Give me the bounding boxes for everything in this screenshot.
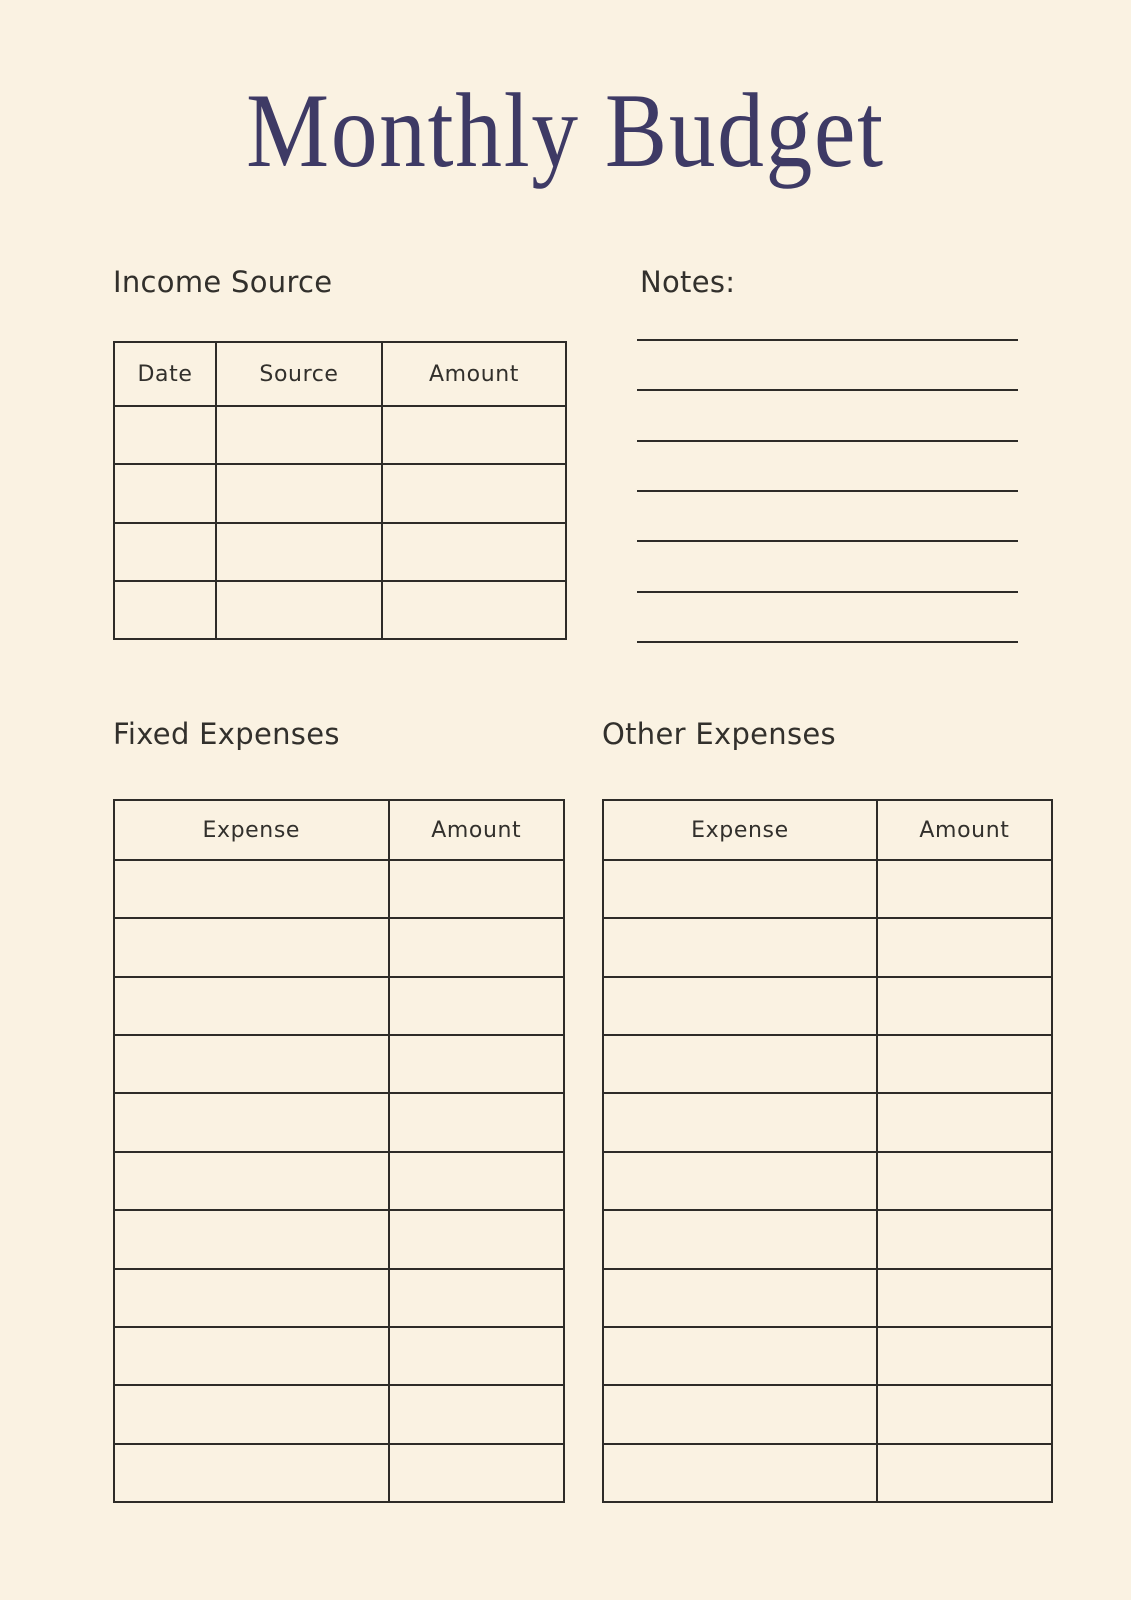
other-expenses-heading: Other Expenses — [602, 717, 836, 751]
other-col-amount: Amount — [877, 800, 1052, 860]
notes-line — [637, 591, 1018, 593]
income-col-date: Date — [114, 342, 216, 406]
notes-line — [637, 641, 1018, 643]
income-row — [114, 464, 566, 522]
notes-line — [637, 440, 1018, 442]
notes-heading: Notes: — [640, 265, 736, 299]
empty-cell — [389, 1152, 565, 1210]
empty-cell — [603, 1385, 877, 1443]
income-col-amount: Amount — [382, 342, 566, 406]
empty-cell — [216, 464, 382, 522]
fixed-expenses-header-row — [114, 800, 564, 860]
empty-cell — [216, 406, 382, 464]
empty-cell — [877, 1093, 1052, 1151]
empty-cell — [389, 860, 565, 918]
fixed-expenses-row — [114, 1152, 564, 1210]
empty-cell — [603, 1269, 877, 1327]
empty-cell — [877, 860, 1052, 918]
empty-cell — [389, 1093, 565, 1151]
empty-cell — [877, 1152, 1052, 1210]
other-expenses-row — [603, 1093, 1052, 1151]
empty-cell — [382, 581, 566, 639]
fixed-expenses-row — [114, 860, 564, 918]
empty-cell — [877, 977, 1052, 1035]
other-expenses-row — [603, 1152, 1052, 1210]
notes-line — [637, 540, 1018, 542]
empty-cell — [389, 918, 565, 976]
empty-cell — [114, 1152, 389, 1210]
fixed-expenses-row — [114, 1210, 564, 1268]
notes-line — [637, 490, 1018, 492]
empty-cell — [603, 977, 877, 1035]
fixed-expenses-row — [114, 1269, 564, 1327]
notes-lines-area — [637, 339, 1018, 645]
empty-cell — [603, 1327, 877, 1385]
empty-cell — [603, 1444, 877, 1502]
empty-cell — [603, 918, 877, 976]
empty-cell — [382, 464, 566, 522]
empty-cell — [389, 1385, 565, 1443]
empty-cell — [114, 860, 389, 918]
empty-cell — [877, 1327, 1052, 1385]
other-expenses-row — [603, 1210, 1052, 1268]
fixed-expenses-row — [114, 1035, 564, 1093]
empty-cell — [389, 977, 565, 1035]
income-row — [114, 523, 566, 581]
notes-line — [637, 339, 1018, 341]
other-expenses-row — [603, 977, 1052, 1035]
empty-cell — [114, 1210, 389, 1268]
other-expenses-row — [603, 860, 1052, 918]
fixed-expenses-heading: Fixed Expenses — [113, 717, 340, 751]
income-col-source: Source — [216, 342, 382, 406]
empty-cell — [603, 1093, 877, 1151]
empty-cell — [216, 523, 382, 581]
empty-cell — [114, 1035, 389, 1093]
empty-cell — [389, 1210, 565, 1268]
fixed-expenses-row — [114, 977, 564, 1035]
empty-cell — [114, 581, 216, 639]
empty-cell — [877, 1210, 1052, 1268]
other-col-expense: Expense — [603, 800, 877, 860]
empty-cell — [877, 1385, 1052, 1443]
empty-cell — [114, 977, 389, 1035]
other-expenses-row — [603, 1444, 1052, 1502]
empty-cell — [114, 1327, 389, 1385]
empty-cell — [603, 860, 877, 918]
other-expenses-row — [603, 1327, 1052, 1385]
empty-cell — [603, 1210, 877, 1268]
income-row — [114, 581, 566, 639]
empty-cell — [114, 1444, 389, 1502]
empty-cell — [114, 1269, 389, 1327]
empty-cell — [389, 1444, 565, 1502]
fixed-expenses-row — [114, 1327, 564, 1385]
empty-cell — [114, 406, 216, 464]
fixed-expenses-row — [114, 1093, 564, 1151]
empty-cell — [114, 1385, 389, 1443]
income-table-header-row — [114, 342, 566, 406]
fixed-expenses-row — [114, 1444, 564, 1502]
fixed-expenses-row — [114, 1385, 564, 1443]
other-expenses-row — [603, 1385, 1052, 1443]
empty-cell — [114, 918, 389, 976]
other-expenses-row — [603, 1035, 1052, 1093]
empty-cell — [114, 464, 216, 522]
fixed-col-expense: Expense — [114, 800, 389, 860]
page-title: Monthly Budget — [246, 72, 885, 189]
other-expenses-row — [603, 918, 1052, 976]
empty-cell — [389, 1327, 565, 1385]
fixed-col-amount: Amount — [389, 800, 565, 860]
notes-line — [637, 389, 1018, 391]
empty-cell — [389, 1035, 565, 1093]
empty-cell — [114, 523, 216, 581]
empty-cell — [877, 1035, 1052, 1093]
empty-cell — [382, 406, 566, 464]
empty-cell — [877, 918, 1052, 976]
empty-cell — [877, 1444, 1052, 1502]
other-expenses-table — [602, 799, 1053, 1503]
income-source-heading: Income Source — [113, 265, 333, 299]
income-row — [114, 406, 566, 464]
empty-cell — [877, 1269, 1052, 1327]
fixed-expenses-row — [114, 918, 564, 976]
empty-cell — [114, 1093, 389, 1151]
income-table — [113, 341, 567, 640]
empty-cell — [603, 1035, 877, 1093]
fixed-expenses-table — [113, 799, 565, 1503]
empty-cell — [382, 523, 566, 581]
empty-cell — [216, 581, 382, 639]
other-expenses-row — [603, 1269, 1052, 1327]
empty-cell — [389, 1269, 565, 1327]
empty-cell — [603, 1152, 877, 1210]
other-expenses-header-row — [603, 800, 1052, 860]
